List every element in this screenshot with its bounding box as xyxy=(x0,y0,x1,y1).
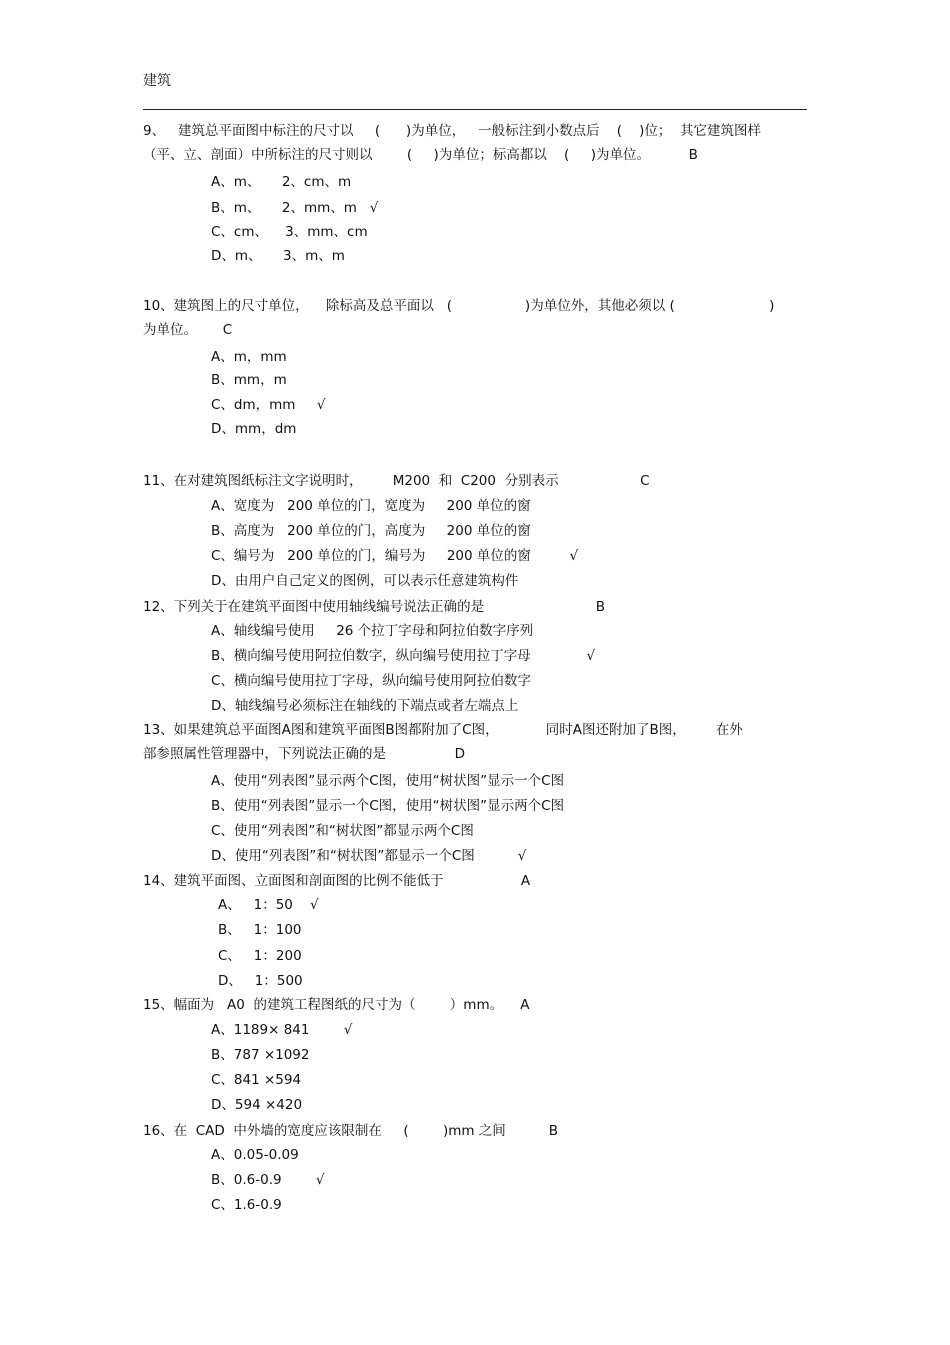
option-text: D、由用户自己定义的图例，可以表示任意建筑构件 xyxy=(211,573,519,589)
question-text: 14、建筑平面图、立面图和剖面图的比例不能低于 A xyxy=(143,873,531,889)
question-text: 9、 建筑总平面图中标注的尺寸以 ( )为单位， 一般标注到小数点后 ( )位； 其它建筑图样 xyxy=(143,123,762,139)
question-text: 12、下列关于在建筑平面图中使用轴线编号说法正确的是 B xyxy=(143,599,606,615)
option-text: B、m、 2、mm、m √ xyxy=(211,200,379,216)
option-text: C、1.6-0.9 xyxy=(211,1197,282,1213)
option-text: A、m、 2、cm、m xyxy=(211,174,352,190)
option-text: C、dm，mm √ xyxy=(211,397,326,413)
question-text: 15、幅面为 A0 的建筑工程图纸的尺寸为（ ）mm。 A xyxy=(143,997,530,1013)
option-text: A、宽度为 200 单位的门，宽度为 200 单位的窗 xyxy=(211,498,531,514)
option-text: A、使用“列表图”显示两个C图，使用“树状图”显示一个C图 xyxy=(211,773,565,789)
option-text: C、cm、 3、mm、cm xyxy=(211,224,368,240)
option-text: D、使用“列表图”和“树状图”都显示一个C图 √ xyxy=(211,848,527,864)
question-text: 16、在 CAD 中外墙的宽度应该限制在 ( )mm 之间 B xyxy=(143,1123,558,1139)
option-text: D、 1：500 xyxy=(218,973,303,989)
option-text: A、 1：50 √ xyxy=(218,897,319,913)
option-text: D、m、 3、m、m xyxy=(211,248,345,264)
option-text: C、编号为 200 单位的门，编号为 200 单位的窗 √ xyxy=(211,548,579,564)
page-header: 建筑 xyxy=(143,73,171,89)
option-text: D、mm，dm xyxy=(211,421,297,437)
option-text: B、使用“列表图”显示一个C图，使用“树状图”显示两个C图 xyxy=(211,798,565,814)
option-text: C、 1：200 xyxy=(218,948,302,964)
question-text: 部参照属性管理器中，下列说法正确的是 D xyxy=(143,746,466,762)
option-text: A、轴线编号使用 26 个拉丁字母和阿拉伯数字序列 xyxy=(211,623,534,639)
option-text: A、0.05-0.09 xyxy=(211,1147,299,1163)
option-text: B、0.6-0.9 √ xyxy=(211,1172,325,1188)
option-text: C、841 ×594 xyxy=(211,1072,302,1088)
question-text: 为单位。 C xyxy=(143,322,233,338)
option-text: B、高度为 200 单位的门，高度为 200 单位的窗 xyxy=(211,523,531,539)
option-text: C、横向编号使用拉丁字母，纵向编号使用阿拉伯数字 xyxy=(211,673,531,689)
option-text: A、m，mm xyxy=(211,349,287,365)
question-text: 11、在对建筑图纸标注文字说明时， M200 和 C200 分别表示 C xyxy=(143,473,650,489)
header-rule xyxy=(143,109,807,110)
question-text: （平、立、剖面）中所标注的尺寸则以 ( )为单位；标高都以 ( )为单位。 B xyxy=(143,147,698,163)
option-text: D、轴线编号必须标注在轴线的下端点或者左端点上 xyxy=(211,698,519,714)
option-text: B、横向编号使用阿拉伯数字，纵向编号使用拉丁字母 √ xyxy=(211,648,596,664)
question-text: 10、建筑图上的尺寸单位， 除标高及总平面以 ( )为单位外，其他必须以 ( ) xyxy=(143,298,775,314)
option-text: B、mm，m xyxy=(211,372,287,388)
option-text: C、使用“列表图”和“树状图”都显示两个C图 xyxy=(211,823,474,839)
option-text: B、787 ×1092 xyxy=(211,1047,310,1063)
option-text: D、594 ×420 xyxy=(211,1097,303,1113)
option-text: B、 1：100 xyxy=(218,922,302,938)
question-text: 13、如果建筑总平面图A图和建筑平面图B图都附加了C图， 同时A图还附加了B图， 在外 xyxy=(143,722,743,738)
option-text: A、1189× 841 √ xyxy=(211,1022,353,1038)
